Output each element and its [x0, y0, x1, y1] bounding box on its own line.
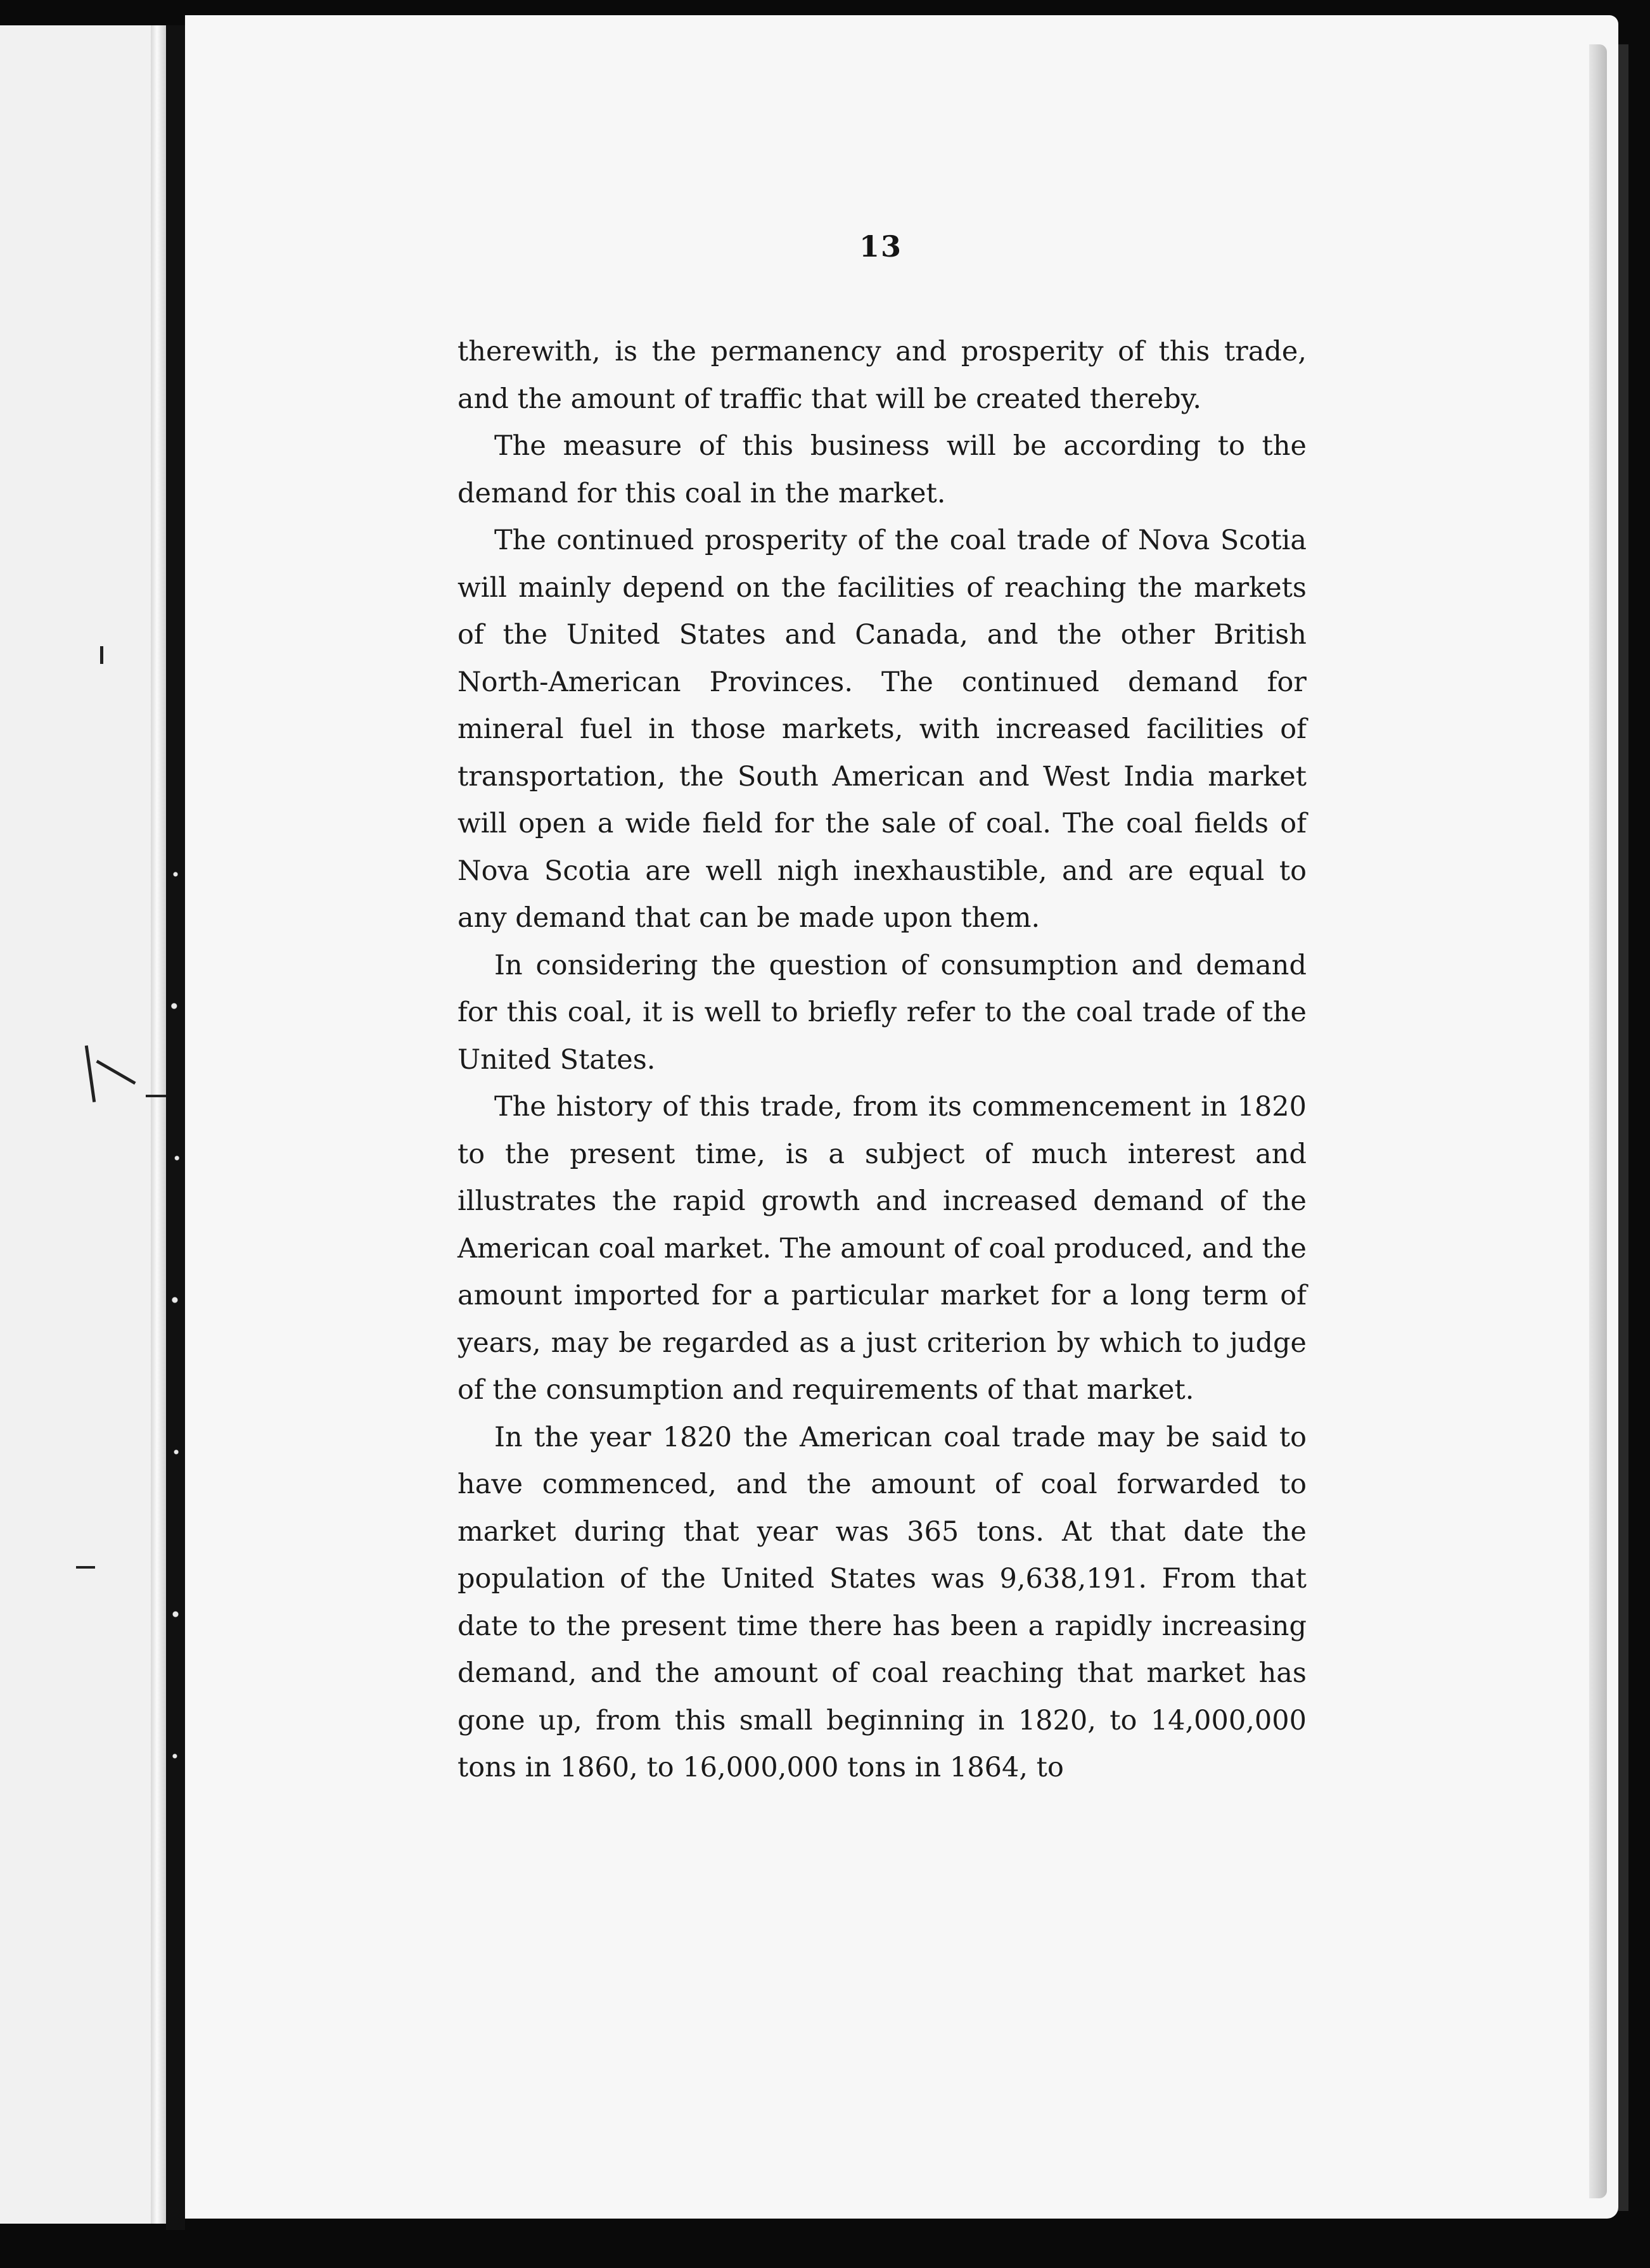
page-number: 13	[859, 229, 902, 264]
body-text	[457, 328, 1307, 1792]
paragraph: The measure of this business will be according to the demand for this coal in the market.	[457, 430, 1307, 509]
margin-mark	[76, 1566, 95, 1569]
paragraph: The history of this trade, from its commencement in 1820 to the present time, is a subject of much interest and illustrates the rapid growth and increased demand of the American coal market. The amount of coal produced, and the amount imported for a particular market for a long term of years, may be regarded as a just criterion by which to judge of the consumption and requirements of that market.	[457, 1091, 1307, 1406]
paragraph: therewith, is the permanency and prosperity of this trade, and the amount of traffic that will be created thereby.	[457, 336, 1307, 415]
page-right-edge	[1589, 44, 1607, 2198]
paragraph: In considering the question of consumption and demand for this coal, it is well to briefly refer to the coal trade of the United States.	[457, 949, 1307, 1076]
paragraph: The continued prosperity of the coal trade of Nova Scotia will mainly depend on the facilities of reaching the markets of the United States and Canada, and the other British North-American Provinces. The continued demand for mineral fuel in those markets, with increased facilities of transportation, the South American and West India market will open a wide field for the sale of coal. The coal fields of Nova Scotia are well nigh inexhaustible, and are equal to any demand that can be made upon them.	[457, 525, 1307, 934]
facing-page-edge	[0, 25, 166, 2224]
margin-mark	[100, 646, 103, 664]
paragraph: In the year 1820 the American coal trade may be said to have commenced, and the amount of coal forwarded to market during that year was 365 tons. At that date the population of the United States was 9,638,191. From that date to the present time there has been a rapidly increasing demand, and the amount of coal reaching that market has gone up, from this small beginning in 1820, to 14,000,000 tons in 1860, to 16,000,000 tons in 1864, to	[457, 1421, 1307, 1783]
facing-page-shadow	[151, 25, 166, 2224]
gutter-specks	[169, 824, 182, 1837]
